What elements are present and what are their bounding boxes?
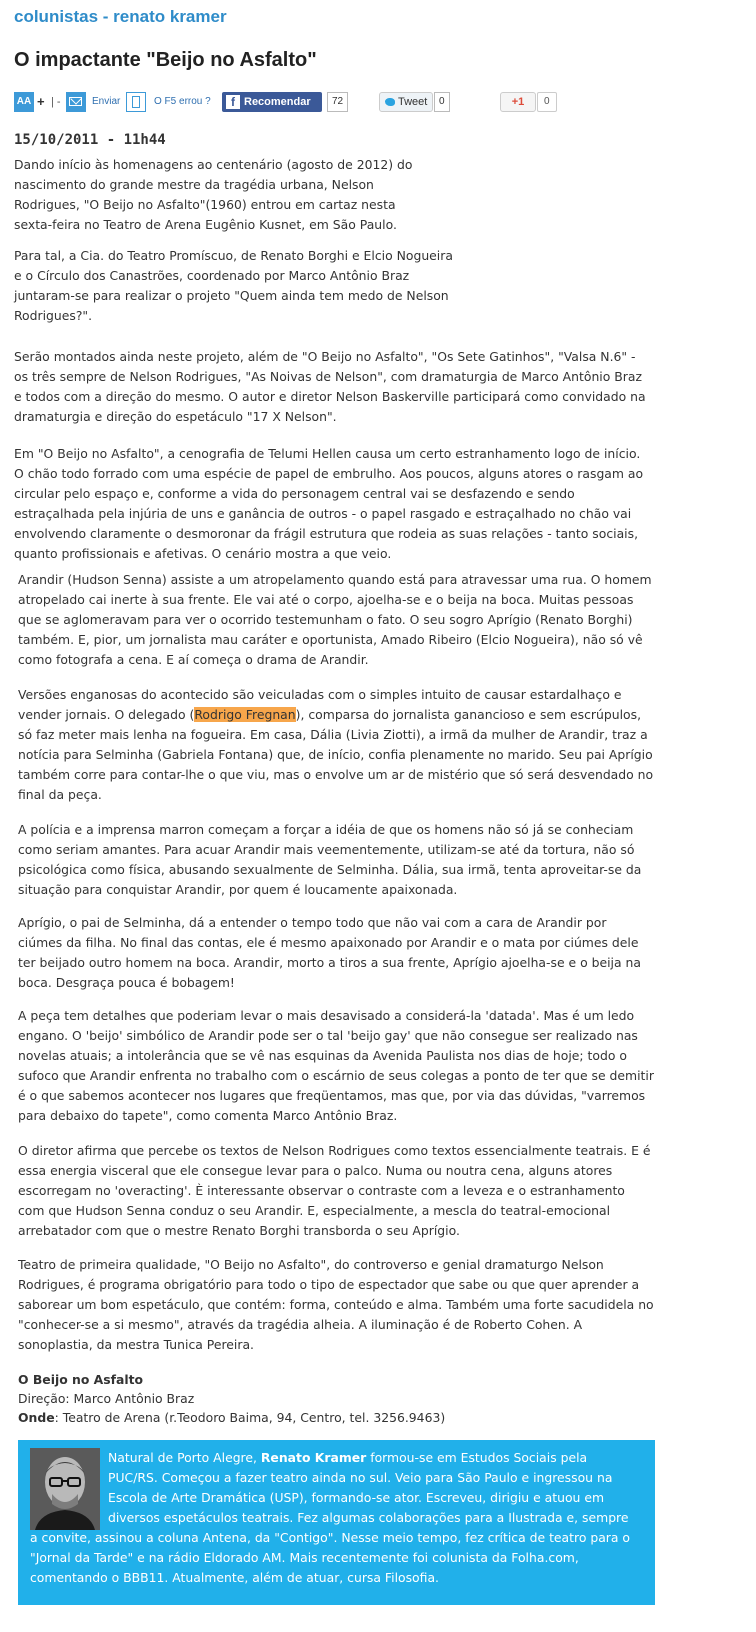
font-increase-button[interactable]: + — [37, 94, 45, 109]
tweet-label: Tweet — [398, 96, 428, 108]
direction-label: Direção: — [18, 1391, 70, 1406]
report-error-link[interactable]: O F5 errou ? — [154, 96, 211, 107]
publish-date: 15/10/2011 - 11h44 — [14, 132, 166, 148]
font-decrease-button[interactable]: | - — [51, 96, 61, 108]
direction-value: Marco Antônio Braz — [69, 1391, 195, 1406]
article-paragraph: Arandir (Hudson Senna) assiste a um atropelamento quando está para atravessar uma rua. O homem atropelado cai inerte à sua frente. Ele vai até o corpo, ajoelha-se e o beija na boca. Muitas pessoas que se aglomeravam para ver o ocorrido testemunham o fato. O seu sogro Aprígio (Renato Borghi) também. E, pior, um jornalista mau caráter e oportunista, Amado Ribeiro (Elcio Nogueira), não só vê como fotografa a cena. E aí começa o drama de Arandir. — [18, 572, 652, 667]
author-bio-text — [30, 1448, 635, 1588]
highlighted-name: Rodrigo Fregnan — [194, 707, 296, 722]
tweet-button[interactable] — [379, 92, 433, 112]
article-paragraph: Dando início às homenagens ao centenário (agosto de 2012) do nascimento do grande mestre da tragédia urbana, Nelson Rodrigues, "O Beijo no Asfalto"(1960) entrou em cartaz nesta sexta-feira no Teatro de Arena Eugênio Kusnet, em São Paulo. — [14, 157, 413, 232]
facebook-icon: f — [226, 95, 240, 109]
article-paragraph: A peça tem detalhes que poderiam levar o mais desavisado a considerá-la 'datada'. Mas é um ledo engano. O 'beijo' simbólico de Arandir pode ser o tal 'beijo gay' que não consegue ser realizado nas novelas atuais; a intolerância que se vê nas esquinas da Avenida Paulista nos dias de hoje; todo o sufoco que Arandir enfrenta no trabalho com o escárnio de seus colegas a ponto de ter que se demitir é o que sabemos acontecer nos lugares que freqüentamos, mas que, por via das dúvidas, "varremos para debaixo do tapete", como comenta Marco Antônio Braz. — [18, 1008, 654, 1123]
article-paragraph: Para tal, a Cia. do Teatro Promíscuo, de Renato Borghi e Elcio Nogueira e o Círculo dos Canastrões, coordenado por Marco Antônio Braz juntaram-se para realizar o projeto "Quem ainda tem medo de Nelson Rodrigues?". — [14, 248, 453, 323]
where-label: Onde — [18, 1410, 55, 1425]
font-size-icon[interactable]: AA — [14, 92, 34, 112]
facebook-count: 72 — [327, 92, 348, 112]
article-paragraph: O diretor afirma que percebe os textos de Nelson Rodrigues como textos essencialmente teatrais. E é essa energia visceral que ele consegue levar para o palco. Numa ou noutra cena, alguns atores escorregam no 'overacting'. È interessante observar o contraste com a leveza e o estranhamento com que Hudson Senna conduz o seu Arandir. E, especialmente, a mescla do teatral-emocional arrebatador com que o mestre Renato Borghi transborda o seu Aprígio. — [18, 1143, 651, 1238]
bio-text-after: formou-se em Estudos Sociais pela PUC/RS. Começou a fazer teatro ainda no sul. Veio para São Paulo e ingressou na Escola de Arte Dramática (USP), formando-se ator. Escreveu, dirigiu e atuou em diversos espetáculos teatrais. Fez algumas colaborações para a Ilustrada e, sempre a convite, assinou a coluna Antena, da "Contigo". Nesse meio tempo, fez crítica de teatro para o "Jornal da Tarde" e na rádio Eldorado AM. Mais recentemente foi colunista da Folha.com, comentando o BBB11. Atualmente, além de atuar, cursa Filosofia. — [30, 1450, 631, 1585]
text-after-highlight: ), comparsa do jornalista ganancioso e sem escrúpulos, só faz meter mais lenha na fogueira. Em casa, Dália (Livia Ziotti), a irmã da mulher de Arandir, traz a notícia para Selminha (Gabriela Fontana) que, de início, confia plenamente no marido. Seu pai Aprígio também corre para contar-lhe o que viu, mas o envolve um ar de mistério que só será desvendado no final da peça. — [18, 707, 654, 802]
google-plus-count: 0 — [537, 92, 557, 112]
envelope-icon[interactable] — [66, 92, 86, 112]
article-paragraph: Teatro de primeira qualidade, "O Beijo no Asfalto", do controverso e genial dramaturgo Nelson Rodrigues, é programa obrigatório para todo o tipo de espectador que sabe ou que quer aprender a saborear um bom espetáculo, que contém: forma, conteúdo e alma. Também uma forte sacudidela no "conhecer-se a si mesmo", através da tragédia alheia. A iluminação é de Roberto Cohen. A sonoplastia, da mestra Tunica Pereira. — [18, 1257, 654, 1352]
article-paragraph — [18, 685, 654, 805]
page-title: O impactante "Beijo no Asfalto" — [14, 49, 317, 71]
show-title: O Beijo no Asfalto — [18, 1372, 144, 1387]
article-paragraph: Aprígio, o pai de Selminha, dá a entender o tempo todo que não vai com a cara de Arandir por ciúmes da filha. No final das contas, ele é mesmo apaixonado por Arandir e o mata por ciúmes dele ter beijado outro homem na boca. Arandir, morto a tiros a sua frente, Aprígio ajoelha-se e o beija na boca. Desgraça pouca é bobagem! — [18, 915, 641, 990]
twitter-bird-icon — [385, 98, 395, 106]
article-paragraph: A polícia e a imprensa marron começam a forçar a idéia de que os homens não só já se conheciam como seriam amantes. Para acuar Arandir mais veementemente, utilizam-se até da tortura, não só psicológica como física, abusando sexualmente de Selminha. Dália, sua irmã, tenta aproveitar-se da situação para conquistar Arandir, por quem é loucamente apaixonada. — [18, 822, 642, 897]
tweet-count: 0 — [434, 92, 450, 112]
author-name: Renato Kramer — [260, 1450, 367, 1465]
facebook-recommend-button[interactable] — [222, 92, 322, 112]
article-paragraph: Serão montados ainda neste projeto, além de "O Beijo no Asfalto", "Os Sete Gatinhos", "Valsa N.6" - os três sempre de Nelson Rodrigues, "As Noivas de Nelson", com dramaturgia de Marco Antônio Braz e todos com a direção do mesmo. O autor e diretor Nelson Baskerville participará como convidado na dramaturgia e direção do espetáculo "17 X Nelson". — [14, 349, 646, 424]
google-plus-button[interactable]: +1 — [500, 92, 536, 112]
author-bio-box — [18, 1440, 655, 1605]
text-before-highlight: Versões enganosas do acontecido são veiculadas com o simples intuito de causar estardalhaço e vender jornais. O delegado ( — [18, 687, 622, 722]
article-paragraph: Em "O Beijo no Asfalto", a cenografia de Telumi Hellen causa um certo estranhamento logo de início. O chão todo forrado com uma espécie de papel de embrulho. Aos poucos, alguns atores o rasgam ao circular pelo espaço e, conforme a vida do personagem central vai se desfazendo e sendo estraçalhada pela injúria de uns e ganância de outros - o papel rasgado e estraçalhado no chão vai envolvendo claramente o desmoronar da frágil estrutura que rodeia as suas relações - tanto sociais, quanto profissionais e afetivas. O cenário mostra a que veio. — [14, 446, 644, 561]
where-value: : Teatro de Arena (r.Teodoro Baima, 94, Centro, tel. 3256.9463) — [54, 1410, 446, 1425]
bio-text-before: Natural de Porto Alegre, — [108, 1450, 261, 1465]
facebook-label: Recomendar — [244, 96, 311, 108]
section-header[interactable]: colunistas - renato kramer — [14, 7, 227, 26]
send-link[interactable]: Enviar — [92, 96, 121, 107]
share-toolbar — [14, 92, 574, 114]
show-info — [18, 1370, 638, 1427]
report-error-icon[interactable] — [126, 92, 146, 112]
